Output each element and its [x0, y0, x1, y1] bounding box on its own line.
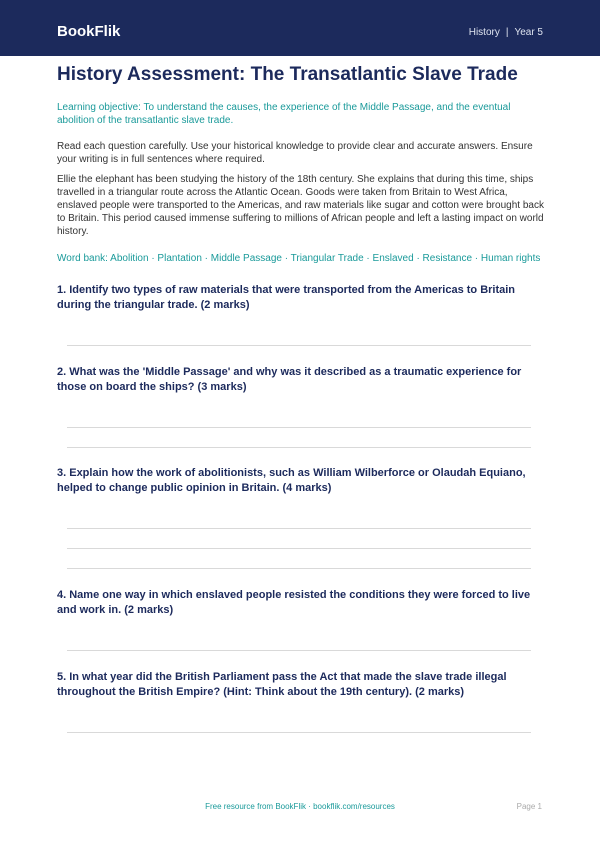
instructions: Read each question carefully. Use your historical knowledge to provide clear and accurate answers. Ensure your writing is in full sentences where required. [57, 141, 533, 165]
answer-line[interactable] [67, 568, 531, 569]
question-3: 3. Explain how the work of abolitionists, such as William Wilberforce or Olaudah Equiano, helped to change public opinion in Britain. (4 marks) [57, 467, 526, 494]
header-meta [469, 27, 543, 38]
brand-logo: BookFlik [57, 23, 121, 40]
context-paragraph: Ellie the elephant has been studying the history of the 18th century. She explains that during this time, ships travelled in a triangular route across the Atlantic Ocean. Goods were taken from Britain to West Africa, enslaved people were transported to the Americas, and raw materials like sugar and cotton were brought back to Britain. This period caused immense suffering to millions of African people and left a lasting impact on world history. [57, 174, 544, 237]
question-1: 1. Identify two types of raw materials that were transported from the Americas to Britain during the triangular trade. (2 marks) [57, 284, 516, 311]
question-4: 4. Name one way in which enslaved people resisted the conditions they were forced to live and work in. (2 marks) [57, 589, 531, 616]
page-title: History Assessment: The Transatlantic Slave Trade [57, 64, 518, 85]
answer-line[interactable] [67, 548, 531, 549]
question-2: 2. What was the 'Middle Passage' and why was it described as a traumatic experience for those on board the ships? (3 marks) [57, 366, 522, 393]
year-label: Year 5 [514, 27, 543, 38]
answer-line[interactable] [67, 447, 531, 448]
word-bank: Word bank: Abolition · Plantation · Middle Passage · Triangular Trade · Enslaved · Resistance · Human rights [57, 253, 541, 264]
answer-line[interactable] [67, 650, 531, 651]
answer-line[interactable] [67, 427, 531, 428]
question-5: 5. In what year did the British Parliament pass the Act that made the slave trade illegal throughout the British Empire? (Hint: Think about the 19th century). (2 marks) [57, 671, 507, 698]
answer-line[interactable] [67, 528, 531, 529]
header-separator: | [505, 27, 509, 38]
subject-label: History [468, 27, 500, 38]
page-number: Page 1 [516, 802, 542, 811]
header-bar [0, 0, 600, 56]
footer-source: Free resource from BookFlik · bookflik.com/resources [205, 802, 395, 811]
answer-line[interactable] [67, 345, 531, 346]
learning-objective: Learning objective: To understand the causes, the experience of the Middle Passage, and the eventual abolition of the transatlantic slave trade. [57, 102, 511, 126]
answer-line[interactable] [67, 732, 531, 733]
